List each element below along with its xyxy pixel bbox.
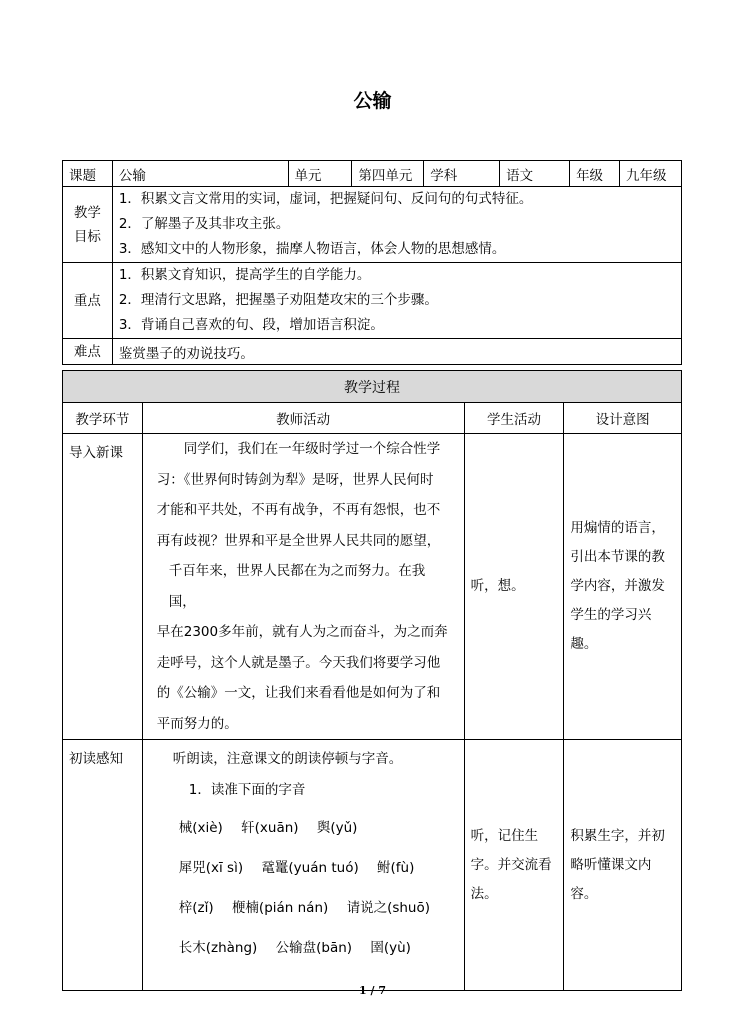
key-point-item: 2．理清行文思路，把握墨子劝阻楚攻宋的三个步骤。	[118, 292, 438, 308]
design-intent: 用煽情的语言， 引出本节课的教 学内容，并激发 学生的学习兴 趣。	[564, 434, 682, 740]
header-teacher: 教师活动	[142, 403, 464, 434]
goals-label: 教学 目标	[63, 187, 113, 263]
goals-row	[63, 187, 682, 263]
pinyin-line: 梓(zǐ) 楩楠(pián nán) 请说之(shuō)	[178, 900, 431, 916]
goal-item: 1．积累文言文常用的实词，虚词，把握疑问句、反问句的句式特征。	[118, 191, 533, 207]
process-section-row	[63, 371, 682, 403]
stage-cell: 初读感知	[63, 740, 143, 991]
course-value: 公输	[112, 161, 288, 187]
grade-label: 年级	[570, 161, 620, 187]
header-student: 学生活动	[464, 403, 564, 434]
difficulty-row	[63, 339, 682, 365]
pinyin-line: 械(xiè) 轩(xuān) 舆(yǔ)	[178, 820, 358, 836]
stage-cell: 导入新课	[63, 434, 143, 740]
key-point-item: 1．积累文育知识，提高学生的自学能力。	[118, 267, 371, 283]
grade-value: 九年级	[620, 161, 682, 187]
unit-value: 第四单元	[352, 161, 424, 187]
key-point-item: 3．背诵自己喜欢的句、段，增加语言积淀。	[118, 317, 384, 333]
key-points-list	[112, 263, 681, 339]
goal-item: 2．了解墨子及其非攻主张。	[118, 216, 290, 232]
course-info-row	[63, 161, 682, 187]
header-stage: 教学环节	[63, 403, 143, 434]
teacher-text: 同学们，我们在一年级时学过一个综合性学 习：《世界何时铸剑为犁》是呀，世界人民何时 才能和平共处，不再有战争，不再有怨恨，也不 再有歧视？世界和平是全世界人民共同的愿望， 千百年来，世界人民都在为之而努力。在我国， 早在2300多年前，就有人为之而奋斗，为之而奔 走呼号，这个人就是墨子。今天我们将要学习他 的《公输》一文，让我们来看看他是如何为了和 平而努力的。	[156, 441, 448, 732]
subject-value: 语文	[500, 161, 570, 187]
difficulty-value: 鉴赏墨子的劝说技巧。	[112, 339, 681, 365]
header-design: 设计意图	[564, 403, 682, 434]
teaching-process-table	[62, 370, 682, 991]
key-points-label: 重点	[63, 263, 113, 339]
key-points-row	[63, 263, 682, 339]
course-info-table	[62, 160, 682, 365]
course-label: 课题	[63, 161, 113, 187]
teacher-activity	[142, 434, 464, 740]
process-section-title: 教学过程	[63, 371, 682, 403]
goals-list	[112, 187, 681, 263]
process-row-first-reading	[63, 740, 682, 991]
pinyin-line: 长木(zhàng) 公输盘(bān) 圉(yù)	[178, 940, 411, 956]
pinyin-line: 犀兕(xī sì) 鼋鼍(yuán tuó) 鲋(fù)	[178, 860, 415, 876]
design-intent: 积累生字，并初 略听懂课文内 容。	[564, 740, 682, 991]
process-row-intro	[63, 434, 682, 740]
unit-label: 单元	[288, 161, 352, 187]
page-title: 公输	[353, 90, 392, 112]
student-activity: 听，想。	[464, 434, 564, 740]
goal-item: 3．感知文中的人物形象，揣摩人物语言，体会人物的思想感情。	[118, 241, 506, 257]
student-activity: 听，记住生 字。并交流看 法。	[464, 740, 564, 991]
teacher-activity: 听朗读，注意课文的朗读停顿与字音。 1．读准下面的字音 械(xiè) 轩(xuān) 舆(yǔ) 犀兕(xī sì) 鼋鼍(yuán tuó) 鲋(fù) 梓(zǐ) 楩楠(pián nán) 请说之(shuō) 长木(zhàng) 公输盘(bān) 圉(yù)	[142, 740, 464, 991]
process-header-row	[63, 403, 682, 434]
difficulty-label: 难点	[63, 339, 113, 365]
page-number: 1 / 7	[359, 984, 386, 997]
subject-label: 学科	[424, 161, 500, 187]
